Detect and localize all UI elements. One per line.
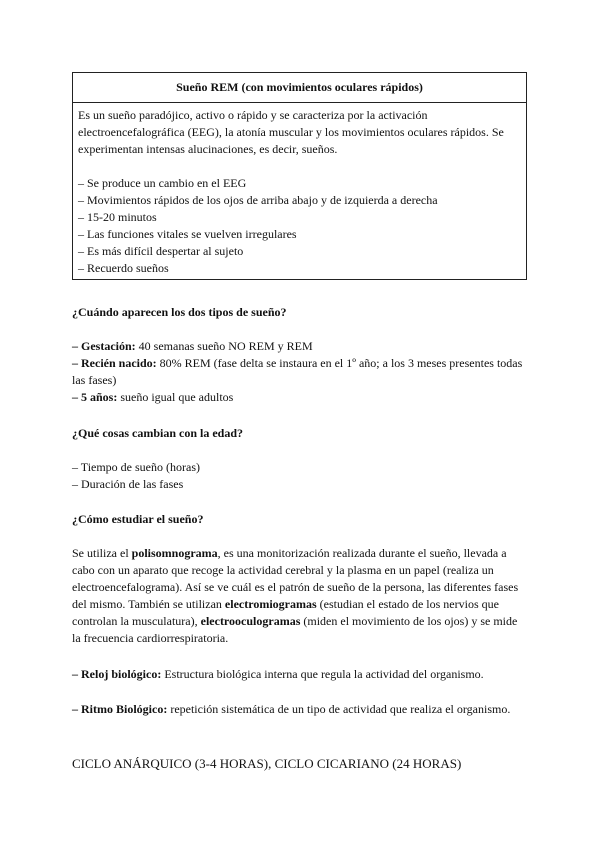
cinco-anos-label: – 5 años: — [72, 390, 118, 404]
ciclo-line: CICLO ANÁRQUICO (3-4 HORAS), CICLO CICARIANO (24 HORAS) — [72, 756, 462, 771]
study-heading: ¿Cómo estudiar el sueño? — [72, 512, 204, 526]
rem-description: Es un sueño paradójico, activo o rápido y se caracteriza por la activación electroencefalográfica (EEG), la atonía muscular y los movimientos oculares rápidos. Se experimentan intensas alucinaciones, es decir, sueños. — [78, 108, 504, 156]
gestacion-text: 40 semanas sueño NO REM y REM — [135, 339, 313, 353]
list-item: – Duración de las fases — [72, 477, 184, 491]
list-item: – Se produce un cambio en el EEG — [78, 176, 247, 190]
list-item: – Las funciones vitales se vuelven irregulares — [78, 227, 297, 241]
study-text: (estudian el estado de los nervios que controlan la musculatura), — [72, 597, 499, 628]
list-item: – Movimientos rápidos de los ojos de arriba abajo y de izquierda a derecha — [78, 193, 438, 207]
when-heading: ¿Cuándo aparecen los dos tipos de sueño? — [72, 305, 287, 319]
rem-box-body — [73, 103, 526, 277]
study-text: (miden el movimiento de los ojos) y se mide la frecuencia cardiorrespiratoria. — [72, 614, 518, 645]
electromiogramas-term: electromiogramas — [224, 597, 317, 611]
cinco-anos-line — [72, 389, 528, 406]
list-item: – Recuerdo sueños — [78, 261, 169, 275]
age-heading: ¿Qué cosas cambian con la edad? — [72, 426, 244, 440]
reloj-section — [72, 666, 528, 683]
electrooculogramas-term: electrooculogramas — [200, 614, 301, 628]
recien-nacido-label: – Recién nacido: — [72, 356, 157, 370]
ciclo-section — [72, 755, 528, 772]
rem-box-title: Sueño REM (con movimientos oculares rápidos) — [73, 73, 526, 103]
ritmo-section — [72, 701, 528, 718]
cinco-anos-text: sueño igual que adultos — [117, 390, 234, 404]
gestacion-label: – Gestación: — [72, 339, 136, 353]
when-section — [72, 304, 528, 406]
age-section — [72, 425, 528, 493]
rem-sleep-box — [72, 72, 527, 280]
list-item: – Tiempo de sueño (horas) — [72, 460, 200, 474]
ritmo-text: repetición sistemática de un tipo de actividad que realiza el organismo. — [167, 702, 511, 716]
ritmo-label: – Ritmo Biológico: — [72, 702, 168, 716]
list-item: – Es más difícil despertar al sujeto — [78, 244, 244, 258]
study-text: Se utiliza el — [72, 546, 132, 560]
study-section — [72, 511, 528, 647]
ritmo-line — [72, 701, 528, 718]
list-item: – 15-20 minutos — [78, 210, 157, 224]
gestacion-line — [72, 338, 528, 355]
reloj-text: Estructura biológica interna que regula la actividad del organismo. — [161, 667, 484, 681]
polisomnograma-term: polisomnograma — [131, 546, 218, 560]
study-text: , es una monitorización realizada durante el sueño, llevada a cabo con un aparato que recoge la actividad cerebral y la plasma en un papel (realiza un electroencefalograma). Así se ve cuál es el patrón de sueño de la persona, las diferentes fases del mismo. También se utilizan — [72, 546, 519, 611]
recien-nacido-line — [72, 355, 528, 389]
recien-nacido-text: 80% REM (fase delta se instaura en el 1º año; a los 3 meses presentes todas las fases) — [72, 356, 523, 387]
reloj-line — [72, 666, 528, 683]
study-paragraph — [72, 545, 528, 647]
rem-characteristics-list — [78, 175, 522, 277]
reloj-label: – Reloj biológico: — [72, 667, 162, 681]
